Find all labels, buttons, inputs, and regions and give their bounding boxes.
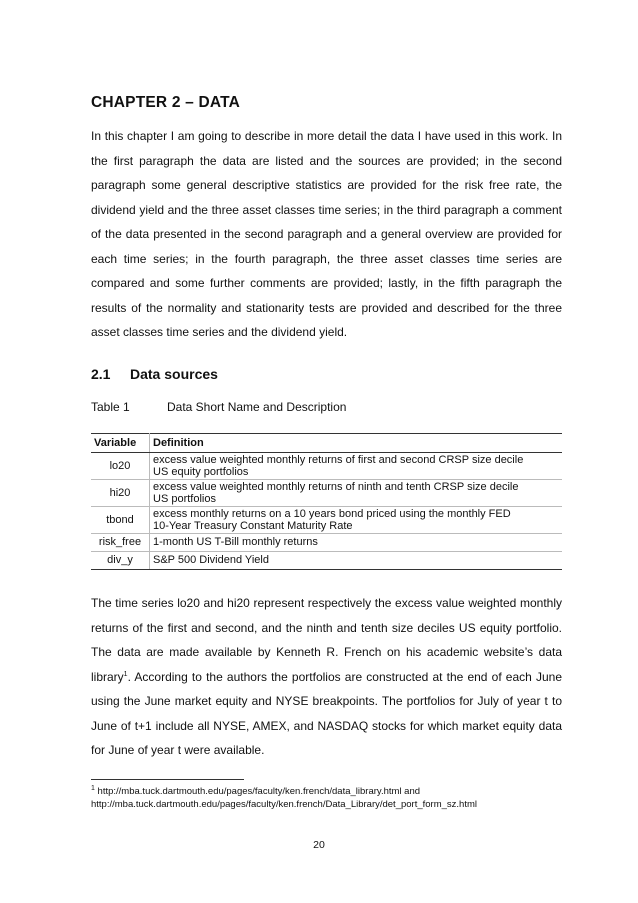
footnote-divider	[91, 779, 244, 780]
footnote-reference: 1	[123, 670, 128, 678]
cell-variable: tbond	[91, 507, 150, 534]
definition-line: 10-Year Treasury Constant Maturity Rate	[153, 520, 353, 532]
table-row	[91, 552, 562, 570]
footnote-marker: 1	[91, 784, 95, 792]
cell-variable: risk_free	[91, 534, 150, 552]
table-row	[91, 453, 562, 480]
section-number: 2.1	[91, 366, 111, 382]
sources-text-end: . According to the authors the portfolios are constructed at the end of each June using the June market equity and NYSE breakpoints. The portfolios for July of year t to June of t+1 include all NYSE, AMEX, and NASDAQ stocks for which market equity data for June of year t were available.	[91, 669, 562, 757]
header-definition: Definition	[150, 434, 563, 453]
definition-line: US equity portfolios	[153, 466, 249, 478]
table-header-row	[91, 434, 562, 453]
cell-variable: div_y	[91, 552, 150, 570]
cell-definition: 1-month US T-Bill monthly returns	[150, 534, 563, 552]
footnote	[91, 785, 571, 811]
definition-line: excess value weighted monthly returns of first and second CRSP size decile	[153, 453, 524, 466]
footnote-line-1: http://mba.tuck.dartmouth.edu/pages/faculty/ken.french/data_library.html and	[94, 786, 421, 797]
data-sources-table	[91, 433, 562, 570]
table-caption-label: Table 1	[91, 400, 130, 414]
section-heading	[91, 366, 218, 382]
cell-definition: S&P 500 Dividend Yield	[150, 552, 563, 570]
cell-variable: hi20	[91, 480, 150, 507]
definition-line: excess monthly returns on a 10 years bond priced using the monthly FED	[153, 507, 511, 520]
chapter-title: CHAPTER 2 – DATA	[91, 94, 241, 111]
cell-variable: lo20	[91, 453, 150, 480]
sources-text-start: The time series lo20 and hi20 represent respectively the excess value weighted monthly returns of the first and second, and the ninth and tenth size deciles US equity portfolio. The data are made available by Kenneth R. French on his academic website’s data library	[91, 596, 562, 684]
header-variable: Variable	[91, 434, 150, 453]
intro-paragraph: In this chapter I am going to describe in more detail the data I have used in this work. In the first paragraph the data are listed and the sources are provided; in the second paragraph some general descriptive statistics are provided for the risk free rate, the dividend yield and the three asset classes time series; in the third paragraph a comment of the data presented in the second paragraph and a general overview are provided for each time series; in the fourth paragraph, the three asset classes time series are compared and some further comments are provided; lastly, in the fifth paragraph the results of the normality and stationarity tests are provided and described for the three asset classes time series and the dividend yield.	[91, 129, 562, 339]
page-number: 20	[313, 839, 325, 851]
table-row	[91, 507, 562, 534]
footnote-line-2: http://mba.tuck.dartmouth.edu/pages/faculty/ken.french/Data_Library/det_port_form_sz.html	[91, 799, 478, 810]
cell-definition	[150, 507, 563, 534]
definition-line: US portfolios	[153, 493, 216, 505]
table-row	[91, 480, 562, 507]
cell-definition	[150, 480, 563, 507]
table-caption	[91, 400, 346, 414]
table-row	[91, 534, 562, 552]
cell-definition	[150, 453, 563, 480]
section-title: Data sources	[130, 366, 218, 382]
sources-paragraph	[91, 591, 562, 763]
definition-line: excess value weighted monthly returns of ninth and tenth CRSP size decile	[153, 480, 519, 493]
table-caption-text: Data Short Name and Description	[167, 400, 347, 414]
